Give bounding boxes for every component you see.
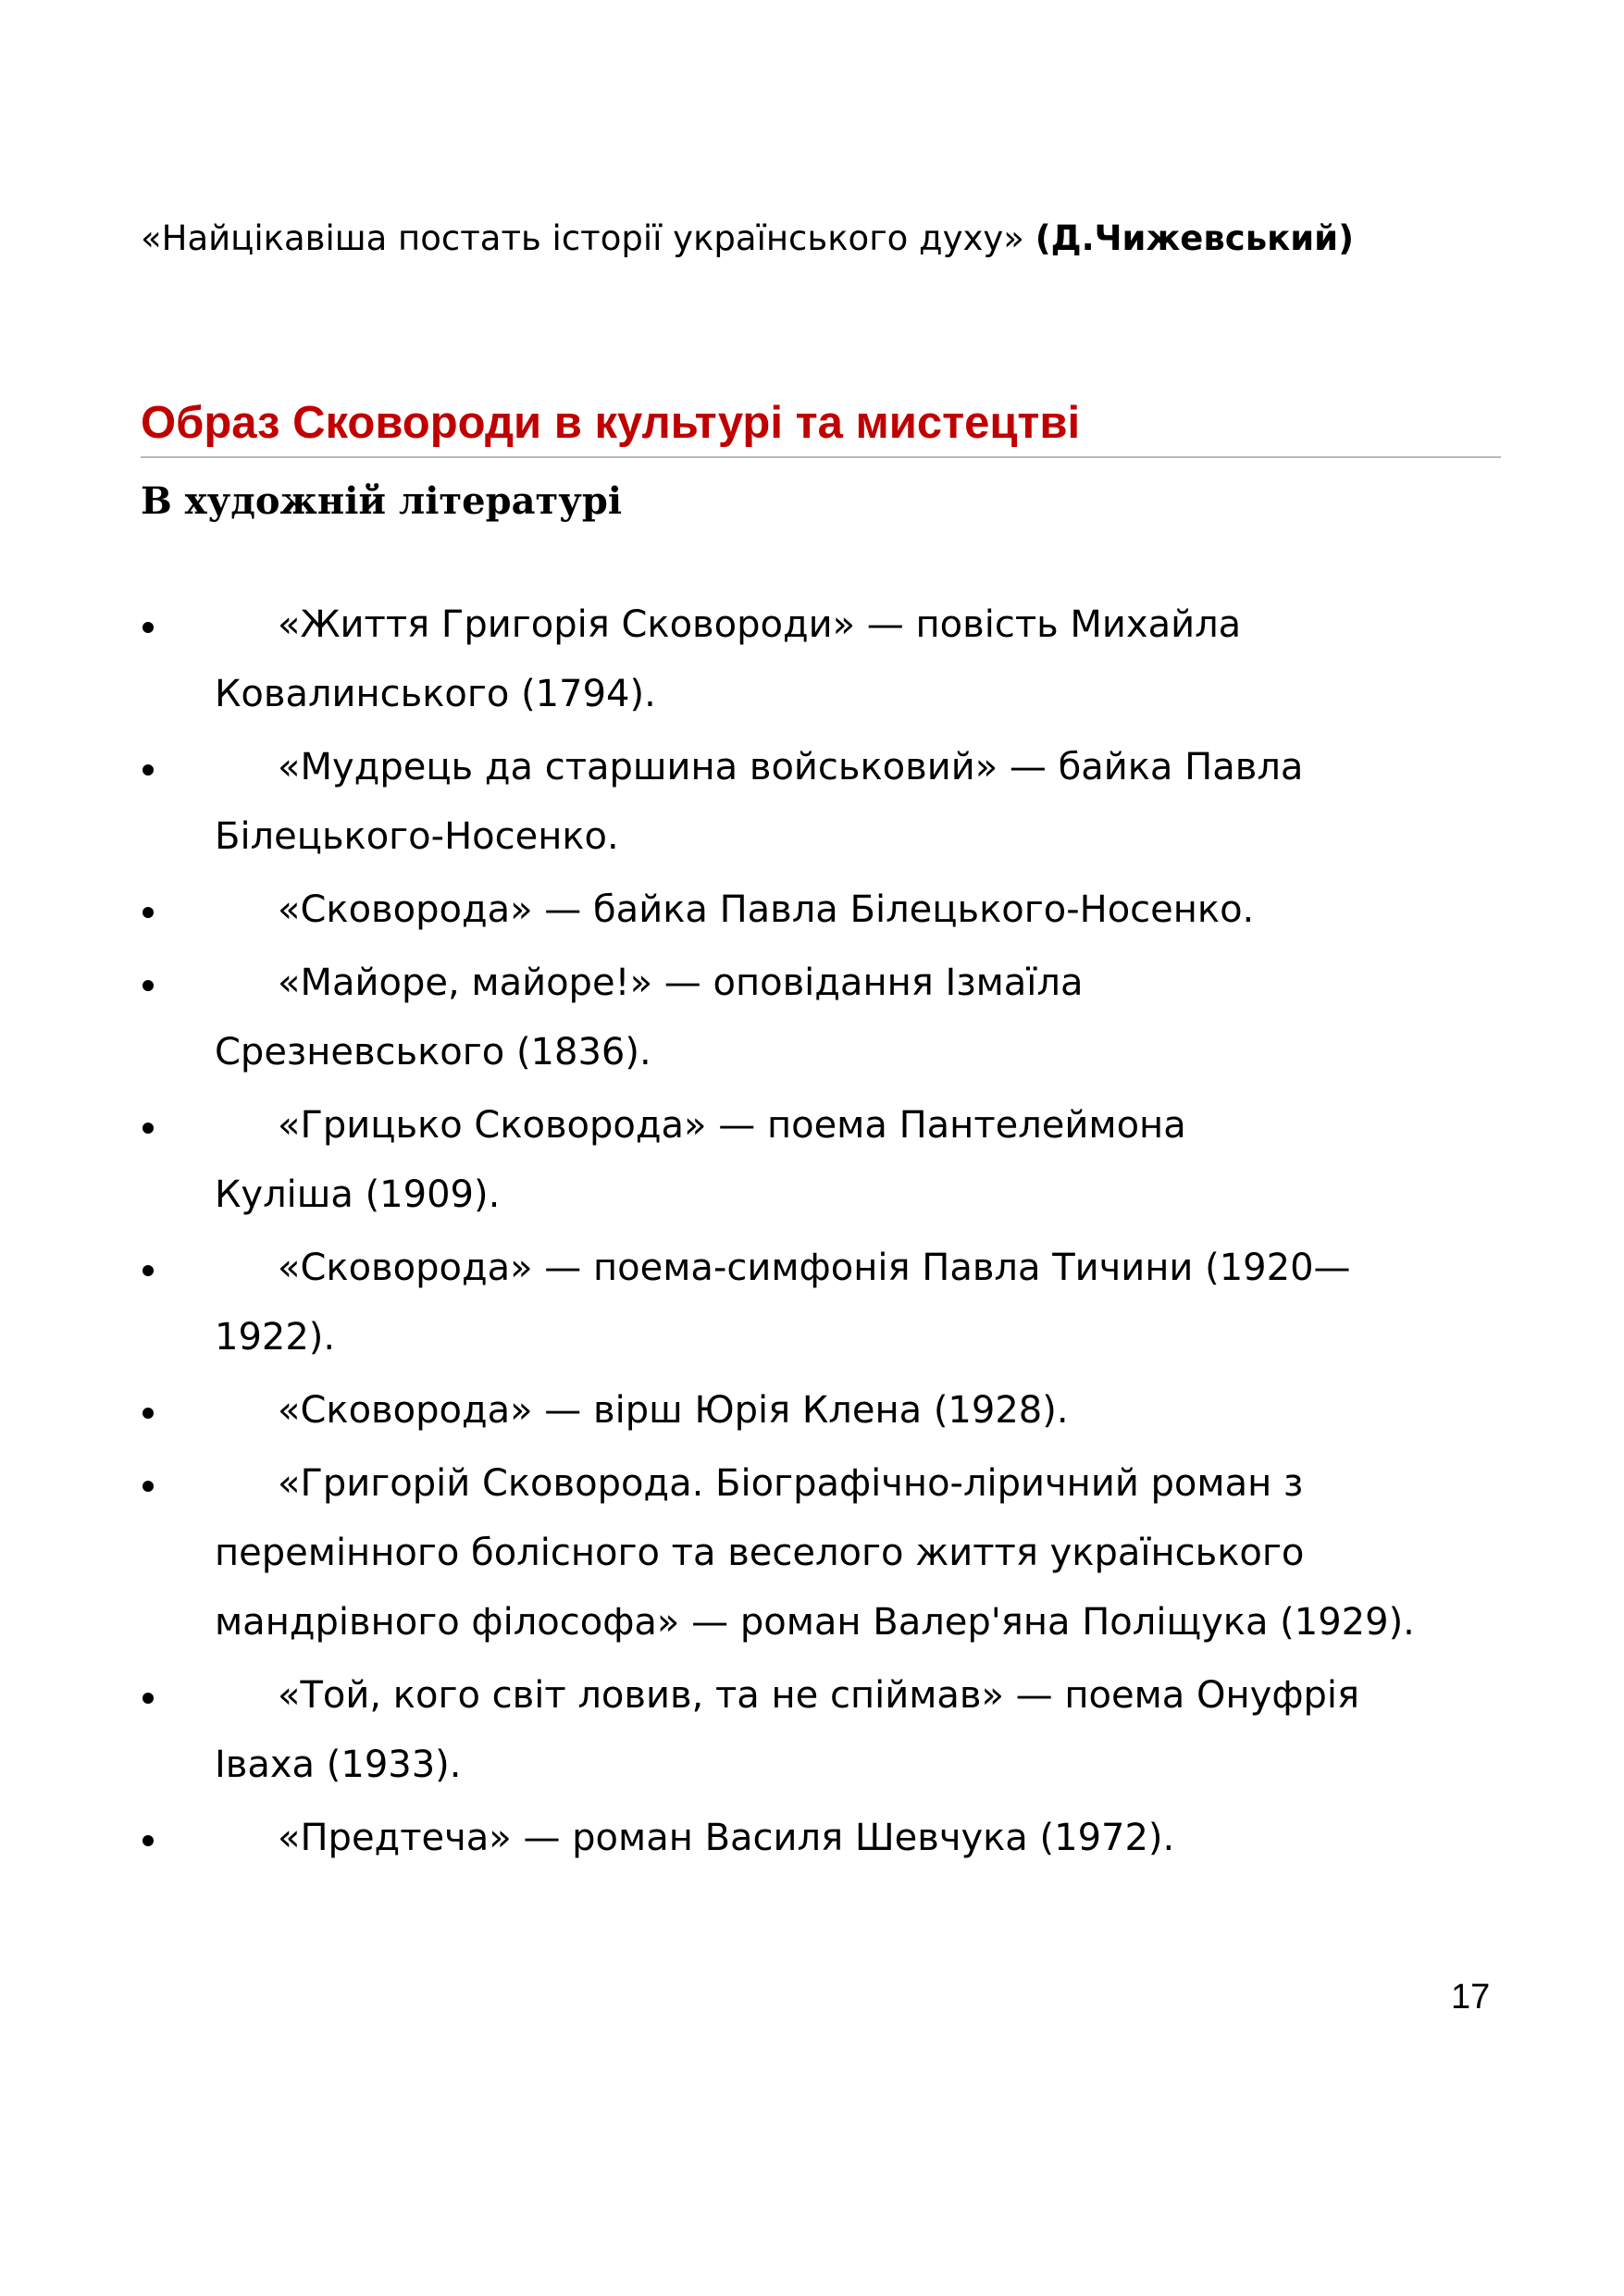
bullet-icon xyxy=(143,980,154,991)
bullet-icon xyxy=(143,764,154,776)
list-item-continuation: перемінного болісного та веселого життя українського xyxy=(215,1532,1305,1574)
section-divider xyxy=(141,456,1501,458)
list-item-continuation: мандрівного філософа» — роман Валер'яна Поліщука (1929). xyxy=(215,1601,1415,1644)
list-item-continuation: Ковалинського (1794). xyxy=(215,673,656,715)
page-number: 17 xyxy=(1451,1978,1491,2017)
list-item-title: «Грицько Сковорода» — поема Пантелеймона xyxy=(278,1104,1186,1147)
section-title: Образ Сковороди в культурі та мистецтві xyxy=(141,398,1081,448)
bullet-icon xyxy=(143,1693,154,1704)
list-item-title: «Життя Григорія Сковороди» — повість Михайла xyxy=(278,603,1242,646)
list-item-title: «Григорій Сковорода. Біографічно-ліричний роман з xyxy=(278,1462,1304,1505)
bullet-icon xyxy=(143,1123,154,1134)
bullet-icon xyxy=(143,1835,154,1846)
list-item-title: «Сковорода» — вірш Юрія Клена (1928). xyxy=(278,1389,1069,1432)
list-item-continuation: 1922). xyxy=(215,1316,336,1359)
list-item-title: «Сковорода» — байка Павла Білецького-Носенко. xyxy=(278,888,1255,931)
bullet-icon xyxy=(143,622,154,633)
list-item-continuation: Білецького-Носенко. xyxy=(215,815,619,858)
list-item-title: «Майоре, майоре!» — оповідання Ізмаїла xyxy=(278,962,1084,1004)
bullet-icon xyxy=(143,1265,154,1276)
quote-author: (Д.Чижевський) xyxy=(1035,218,1354,258)
list-item-continuation: Срезневського (1836). xyxy=(215,1031,651,1074)
quote-text: «Найцікавіша постать історії українського духу» xyxy=(141,218,1035,258)
list-item-continuation: Куліша (1909). xyxy=(215,1173,501,1216)
bullet-icon xyxy=(143,1408,154,1419)
list-item-title: «Мудрець да старшина войськовий» — байка Павла xyxy=(278,746,1304,788)
epigraph-quote xyxy=(141,211,1510,267)
list-item-title: «Сковорода» — поема-симфонія Павла Тичини (1920— xyxy=(278,1247,1351,1289)
list-item-title: «Предтеча» — роман Василя Шевчука (1972). xyxy=(278,1817,1175,1859)
list-item-continuation: Іваха (1933). xyxy=(215,1744,462,1786)
bullet-icon xyxy=(143,907,154,918)
bullet-icon xyxy=(143,1481,154,1492)
list-item-title: «Той, кого світ ловив, та не спіймав» — поема Онуфрія xyxy=(278,1674,1360,1717)
subsection-title: В художній літературі xyxy=(141,479,623,523)
